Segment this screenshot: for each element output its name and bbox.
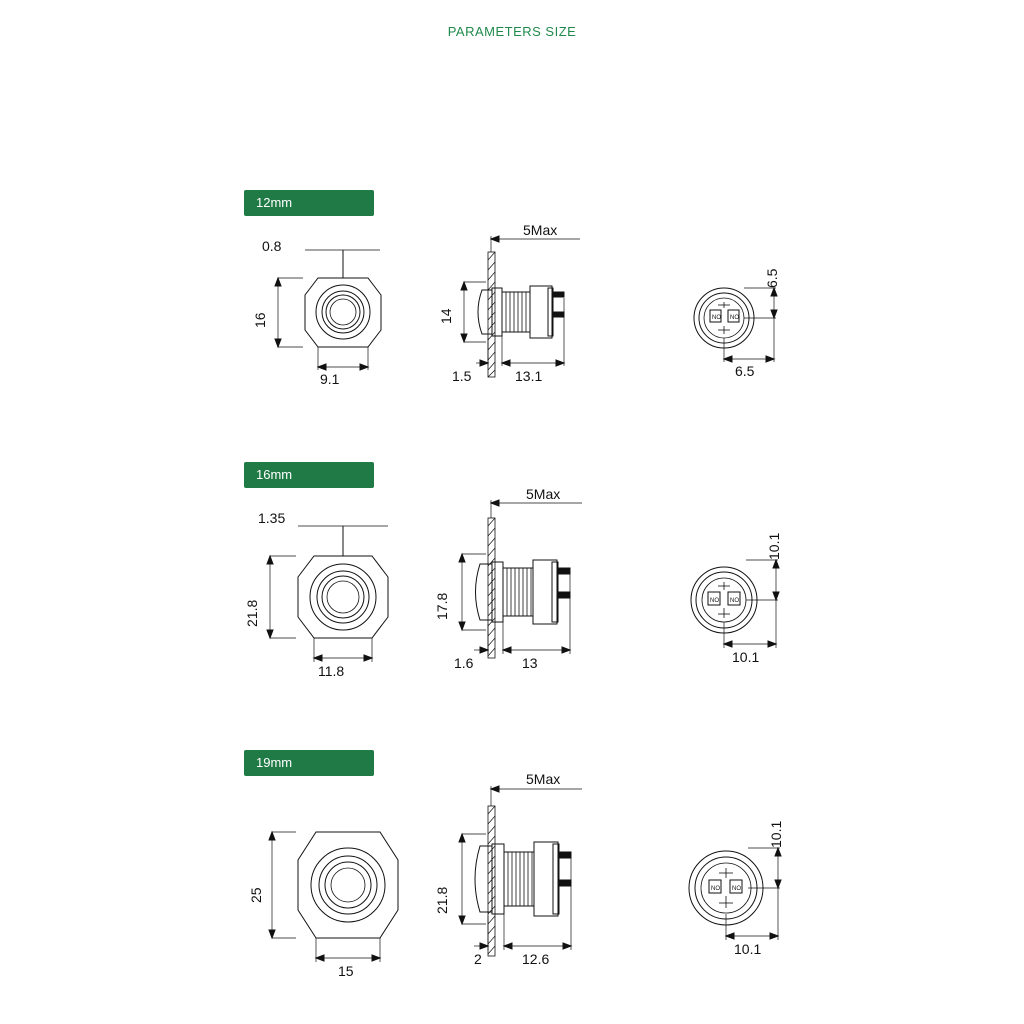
svg-text:NO: NO	[730, 598, 739, 604]
dim-19mm-front-1: 15	[338, 963, 354, 979]
dim-12mm-side-0: 5Max	[523, 222, 558, 238]
dim-16mm-rear-1: 10.1	[732, 649, 760, 665]
dim-19mm-side-3: 12.6	[522, 951, 550, 967]
dim-12mm-front-1: 16	[252, 312, 268, 328]
side-view-16mm	[430, 486, 640, 672]
front-view-12mm	[230, 230, 430, 390]
dim-12mm-side-1: 14	[438, 308, 454, 324]
rear-view-12mm	[660, 230, 860, 390]
front-view-16mm	[230, 502, 430, 679]
front-view-19mm	[230, 790, 430, 980]
side-view-19mm	[430, 771, 640, 967]
dim-19mm-side-2: 2	[474, 951, 482, 967]
dim-12mm-rear-1: 6.5	[735, 363, 755, 379]
dim-12mm-rear-0: 6.5	[764, 268, 780, 288]
svg-text:NO: NO	[730, 315, 739, 321]
dim-19mm-side-1: 21.8	[434, 886, 450, 914]
rear-view-16mm	[660, 502, 860, 672]
badge-12mm: 12mm	[244, 190, 374, 216]
dim-12mm-front-2: 9.1	[320, 371, 340, 387]
dim-16mm-side-2: 1.6	[454, 655, 474, 671]
badge-16mm: 16mm	[244, 462, 374, 488]
dim-12mm-front-0: 0.8	[262, 238, 282, 254]
dim-16mm-side-0: 5Max	[526, 486, 561, 502]
dim-12mm-side-2: 1.5	[452, 368, 472, 384]
rear-view-19mm	[660, 790, 860, 970]
dim-16mm-front-1: 21.8	[244, 599, 260, 627]
dim-12mm-side-3: 13.1	[515, 368, 543, 384]
dim-16mm-front-0: 1.35	[258, 510, 286, 526]
dim-16mm-side-1: 17.8	[434, 592, 450, 620]
dim-19mm-side-0: 5Max	[526, 771, 561, 787]
svg-text:NO: NO	[732, 886, 741, 892]
dim-16mm-rear-0: 10.1	[766, 532, 782, 560]
badge-19mm: 19mm	[244, 750, 374, 776]
dim-16mm-front-2: 11.8	[318, 663, 345, 679]
dim-19mm-rear-0: 10.1	[768, 820, 784, 848]
svg-text:NO: NO	[710, 598, 719, 604]
dim-19mm-rear-1: 10.1	[734, 941, 762, 957]
side-view-12mm	[430, 222, 640, 390]
dim-19mm-front-0: 25	[248, 887, 264, 903]
svg-text:NO: NO	[711, 886, 720, 892]
page-title: PARAMETERS SIZE	[447, 24, 577, 39]
dim-16mm-side-3: 13	[522, 655, 538, 671]
svg-text:NO: NO	[712, 315, 721, 321]
